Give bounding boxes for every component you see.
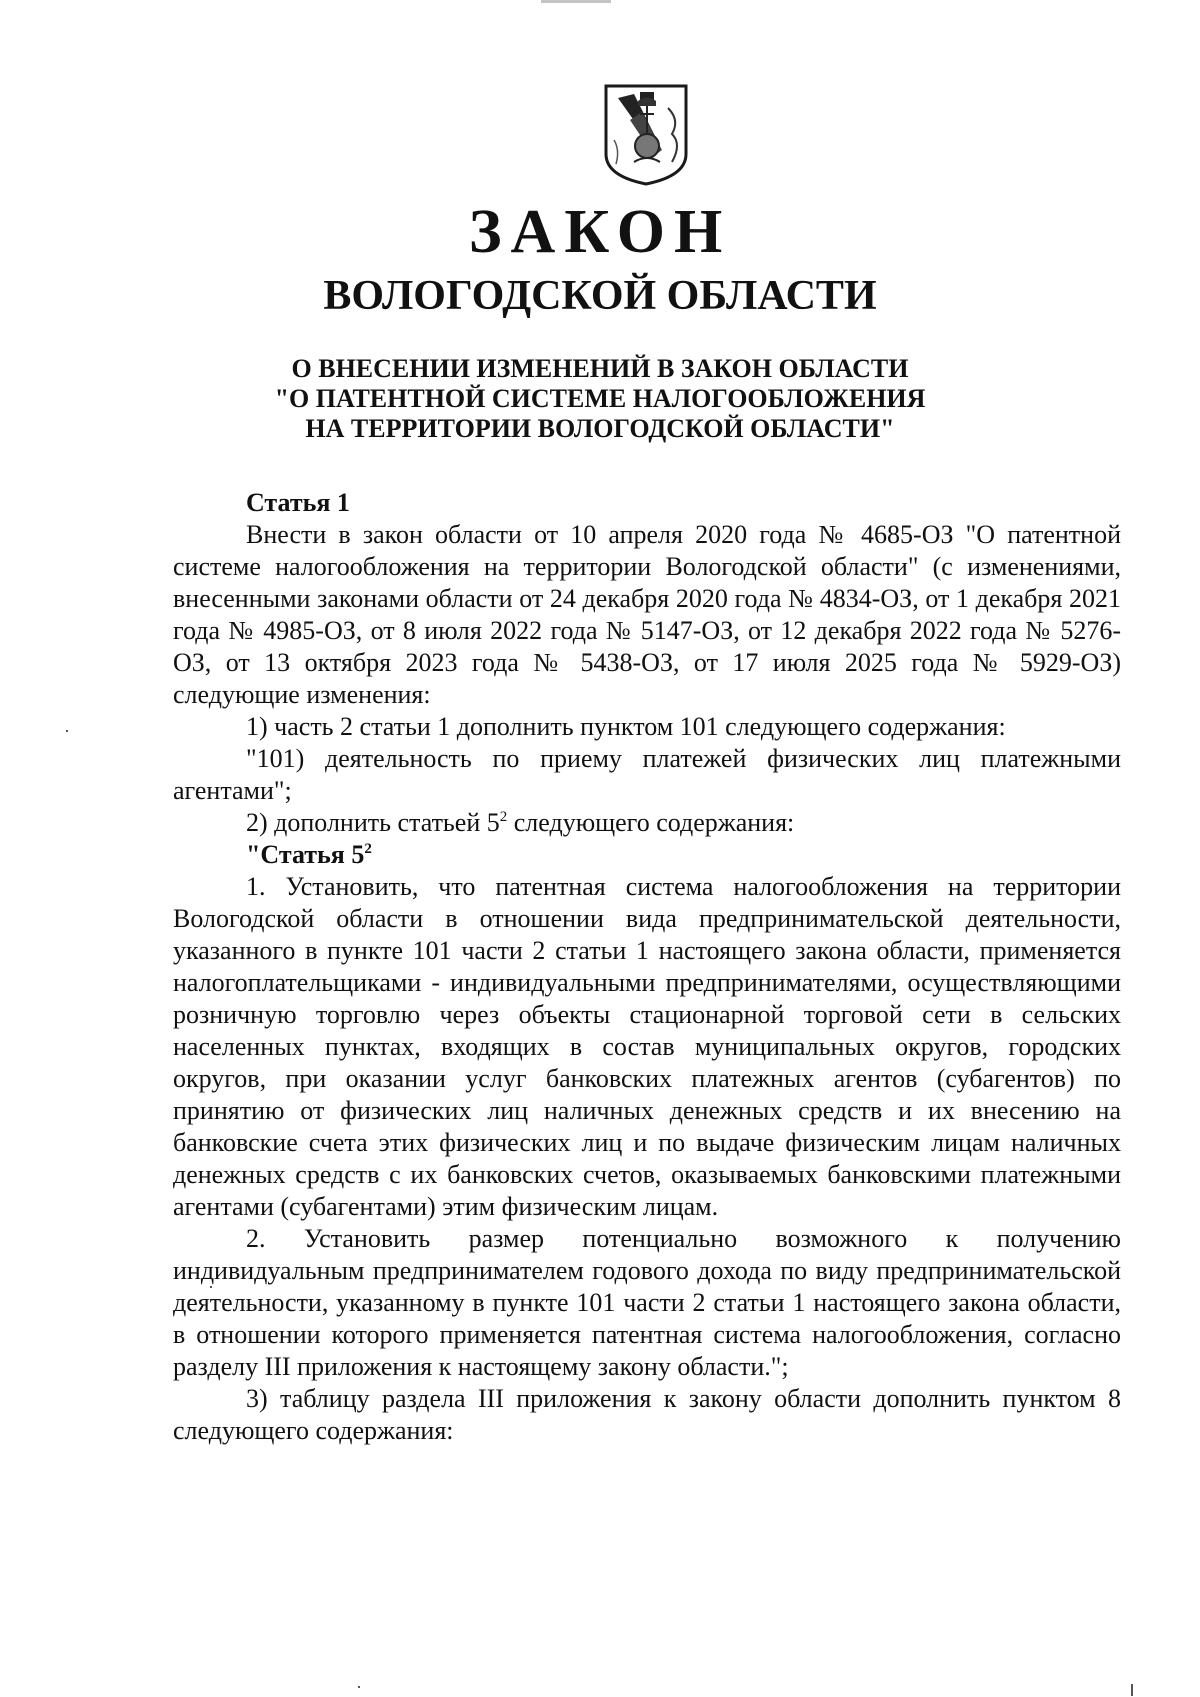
- new-article-title-text: "Статья 5: [246, 840, 365, 869]
- new-article-paragraph-2: 2. Установить размер потенциально возможного к получению индивидуальным предпринимателем годового дохода по виду предпринимательской деятельности, указанному в пункте 101 части 2 статьи 1 настоящего закона области, в отношении которого применяется патентная система налогообложения, согласно разделу III приложения к настоящему закону области.";: [173, 1224, 1121, 1381]
- amendment-item-3: 3) таблицу раздела III приложения к закону области дополнить пунктом 8 следующего содержания:: [173, 1384, 1121, 1445]
- scan-artifact: [210, 1286, 212, 1288]
- article-1-title: Статья 1: [246, 488, 350, 517]
- superscript: 2: [364, 841, 372, 857]
- scan-artifact: [541, 0, 611, 3]
- article-1-intro: Внести в закон области от 10 апреля 2020 года № 4685-ОЗ "О патентной системе налогообложения на территории Вологодской области" (с изменениями, внесенными законами области от 24 декабря 2020 года № 4834-ОЗ, от 1 декабря 2021 года № 4985-ОЗ, от 8 июля 2022 года № 5147-ОЗ, от 12 декабря 2022 года № 5276-ОЗ, от 13 октября 2023 года № 5438-ОЗ, от 17 июля 2025 года № 5929-ОЗ) следующие изменения:: [173, 520, 1121, 709]
- amendment-item-1: 1) часть 2 статьи 1 дополнить пунктом 101 следующего содержания:: [246, 712, 1006, 741]
- amendment-item-2: [173, 807, 1121, 839]
- amendment-item-2-text: 2) дополнить статьей 5: [246, 808, 500, 837]
- scan-artifact: [1131, 1684, 1133, 1696]
- law-body: [173, 487, 1121, 1447]
- amendment-item-2-text-end: следующего содержания:: [507, 808, 795, 837]
- coat-of-arms-icon: [600, 80, 692, 188]
- document-subtitle: ВОЛОГОДСКОЙ ОБЛАСТИ: [323, 273, 877, 319]
- law-heading-line: НА ТЕРРИТОРИИ ВОЛОГОДСКОЙ ОБЛАСТИ": [305, 414, 895, 443]
- law-heading: [0, 354, 1200, 444]
- law-heading-line: О ВНЕСЕНИИ ИЗМЕНЕНИЙ В ЗАКОН ОБЛАСТИ: [291, 354, 909, 383]
- scan-artifact: [66, 730, 68, 732]
- law-heading-line: "О ПАТЕНТНОЙ СИСТЕМЕ НАЛОГООБЛОЖЕНИЯ: [274, 384, 926, 413]
- new-article-title: [173, 839, 1121, 871]
- new-article-paragraph-1: 1. Установить, что патентная система налогообложения на территории Вологодской области в отношении вида предпринимательской деятельности, указанного в пункте 101 части 2 статьи 1 настоящего закона области, применяется налогоплательщиками - индивидуальными предпринимателями, осуществляющими розничную торговлю через объекты стационарной торговой сети в сельских населенных пунктах, входящих в состав муниципальных округов, городских округов, при оказании услуг банковских платежных агентов (субагентов) по принятию от физических лиц наличных денежных средств и их внесению на банковские счета этих физических лиц и по выдаче физическим лицам наличных денежных средств с их банковских счетов, оказываемых банковскими платежными агентами (субагентами) этим физическим лицам.: [173, 872, 1121, 1221]
- document-title: ЗАКОН: [468, 198, 732, 266]
- superscript: 2: [499, 809, 508, 825]
- amendment-item-1-quote: "101) деятельность по приему платежей физических лиц платежными агентами";: [173, 744, 1121, 805]
- scan-artifact: [358, 1686, 360, 1688]
